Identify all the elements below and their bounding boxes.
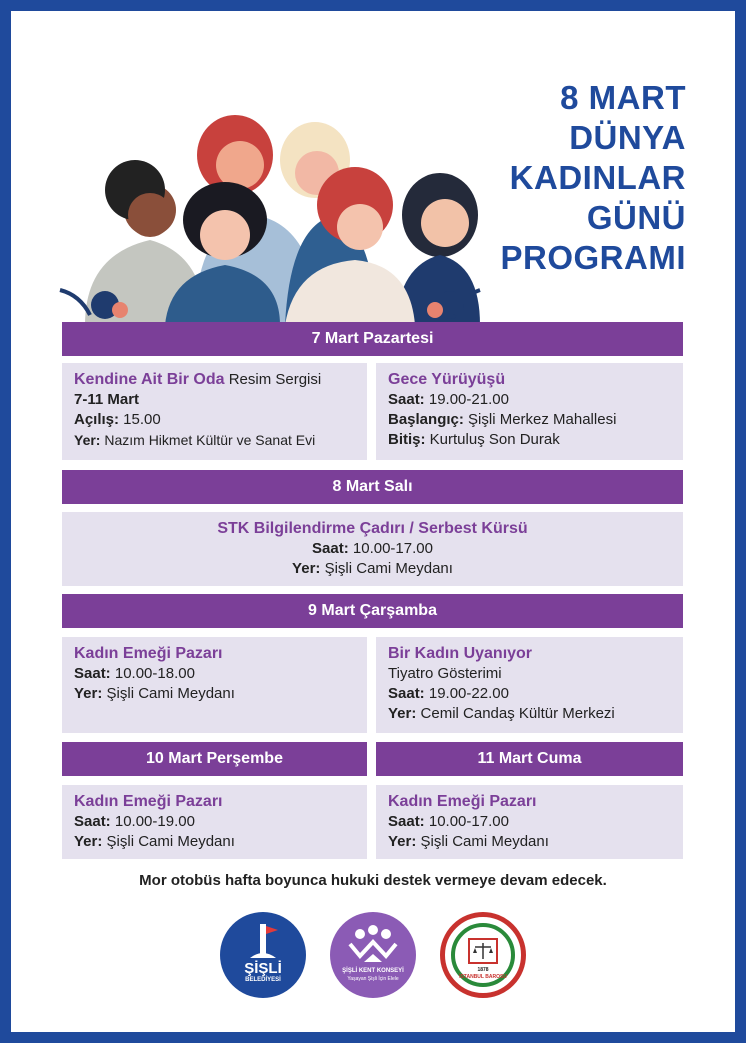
field-value: Kurtuluş Son Durak xyxy=(425,431,560,448)
day-header-11-mart: 11 Mart Cuma xyxy=(376,742,683,776)
konsey-logo-name: ŞİŞLİ KENT KONSEYİ xyxy=(342,968,404,974)
event-card-kadin-emegi-pazari-11 xyxy=(376,785,683,859)
event-title: Gece Yürüyüşü xyxy=(388,371,506,388)
field-label: Yer: xyxy=(74,432,101,448)
day-header-7-mart: 7 Mart Pazartesi xyxy=(62,322,683,356)
title-line-4: GÜNÜ xyxy=(586,199,686,236)
title-line-2: DÜNYA xyxy=(569,119,686,156)
field-value: Şişli Cami Meydanı xyxy=(102,833,235,850)
field-value: 10.00-19.00 xyxy=(110,813,195,830)
field-value: 15.00 xyxy=(119,411,161,428)
field-value: 10.00-18.00 xyxy=(110,665,195,682)
event-title: Bir Kadın Uyanıyor xyxy=(388,645,533,662)
title-line-3: KADINLAR xyxy=(509,159,686,196)
event-dates: 7-11 Mart xyxy=(74,391,140,408)
scales-icon xyxy=(445,917,521,993)
konsey-logo-sub: Yaşayan Şişli İçin Elele xyxy=(347,976,399,982)
event-title: Kendine Ait Bir Oda xyxy=(74,371,225,388)
event-title: Kadın Emeği Pazarı xyxy=(74,645,223,662)
people-icon xyxy=(330,912,416,998)
field-value: Şişli Cami Meydanı xyxy=(416,833,549,850)
event-title: STK Bilgilendirme Çadırı / Serbest Kürsü xyxy=(217,520,528,537)
field-label: Başlangıç: xyxy=(388,411,464,428)
event-card-kadin-emegi-pazari-9 xyxy=(62,637,367,733)
women-illustration xyxy=(55,115,485,325)
day-header-9-mart: 9 Mart Çarşamba xyxy=(62,594,683,628)
field-value: 19.00-22.00 xyxy=(424,685,509,702)
day-header-10-mart: 10 Mart Perşembe xyxy=(62,742,367,776)
page-title xyxy=(501,78,687,278)
field-label: Saat: xyxy=(74,665,111,682)
field-value: Cemil Candaş Kültür Merkezi xyxy=(416,705,615,722)
event-title: Kadın Emeği Pazarı xyxy=(388,793,537,810)
event-card-kadin-emegi-pazari-10 xyxy=(62,785,367,859)
event-title: Kadın Emeği Pazarı xyxy=(74,793,223,810)
event-card-stk-bilgilendirme xyxy=(62,512,683,586)
field-label: Saat: xyxy=(388,813,425,830)
field-value: 19.00-21.00 xyxy=(424,391,509,408)
field-value: Şişli Cami Meydanı xyxy=(320,560,453,577)
sisli-belediyesi-logo xyxy=(220,912,306,998)
field-label: Yer: xyxy=(388,705,417,722)
title-line-1: 8 MART xyxy=(560,79,686,116)
field-label: Saat: xyxy=(388,391,425,408)
field-value: 10.00-17.00 xyxy=(348,540,433,557)
event-subtitle: Tiyatro Gösterimi xyxy=(388,665,502,682)
field-value: Şişli Merkez Mahallesi xyxy=(463,411,617,428)
title-line-5: PROGRAMI xyxy=(500,239,686,276)
field-label: Saat: xyxy=(312,540,349,557)
event-card-kendine-ait-bir-oda xyxy=(62,363,367,460)
day-header-8-mart: 8 Mart Salı xyxy=(62,470,683,504)
field-label: Yer: xyxy=(74,833,103,850)
sisli-kent-konseyi-logo xyxy=(330,912,416,998)
tower-icon xyxy=(220,912,306,998)
footer-note: Mor otobüs hafta boyunca hukuki destek vermeye devam edecek. xyxy=(139,872,607,889)
field-value: 10.00-17.00 xyxy=(424,813,509,830)
field-label: Yer: xyxy=(292,560,321,577)
istanbul-barosu-logo xyxy=(440,912,526,998)
field-label: Saat: xyxy=(388,685,425,702)
field-label: Yer: xyxy=(388,833,417,850)
event-card-gece-yuruyusu xyxy=(376,363,683,460)
event-title-suffix: Resim Sergisi xyxy=(224,371,322,388)
baro-logo-name: İSTANBUL BAROSU xyxy=(459,974,507,980)
field-value: Şişli Cami Meydanı xyxy=(102,685,235,702)
field-label: Yer: xyxy=(74,685,103,702)
field-label: Bitiş: xyxy=(388,431,426,448)
field-label: Açılış: xyxy=(74,411,120,428)
sisli-logo-name: ŞİŞLİ xyxy=(244,960,282,977)
baro-logo-year: 1878 xyxy=(477,967,489,973)
sisli-logo-sub: BELEDİYESİ xyxy=(245,977,281,983)
field-value: Nazım Hikmet Kültür ve Sanat Evi xyxy=(100,432,316,448)
event-card-bir-kadin-uyaniyor xyxy=(376,637,683,733)
field-label: Saat: xyxy=(74,813,111,830)
